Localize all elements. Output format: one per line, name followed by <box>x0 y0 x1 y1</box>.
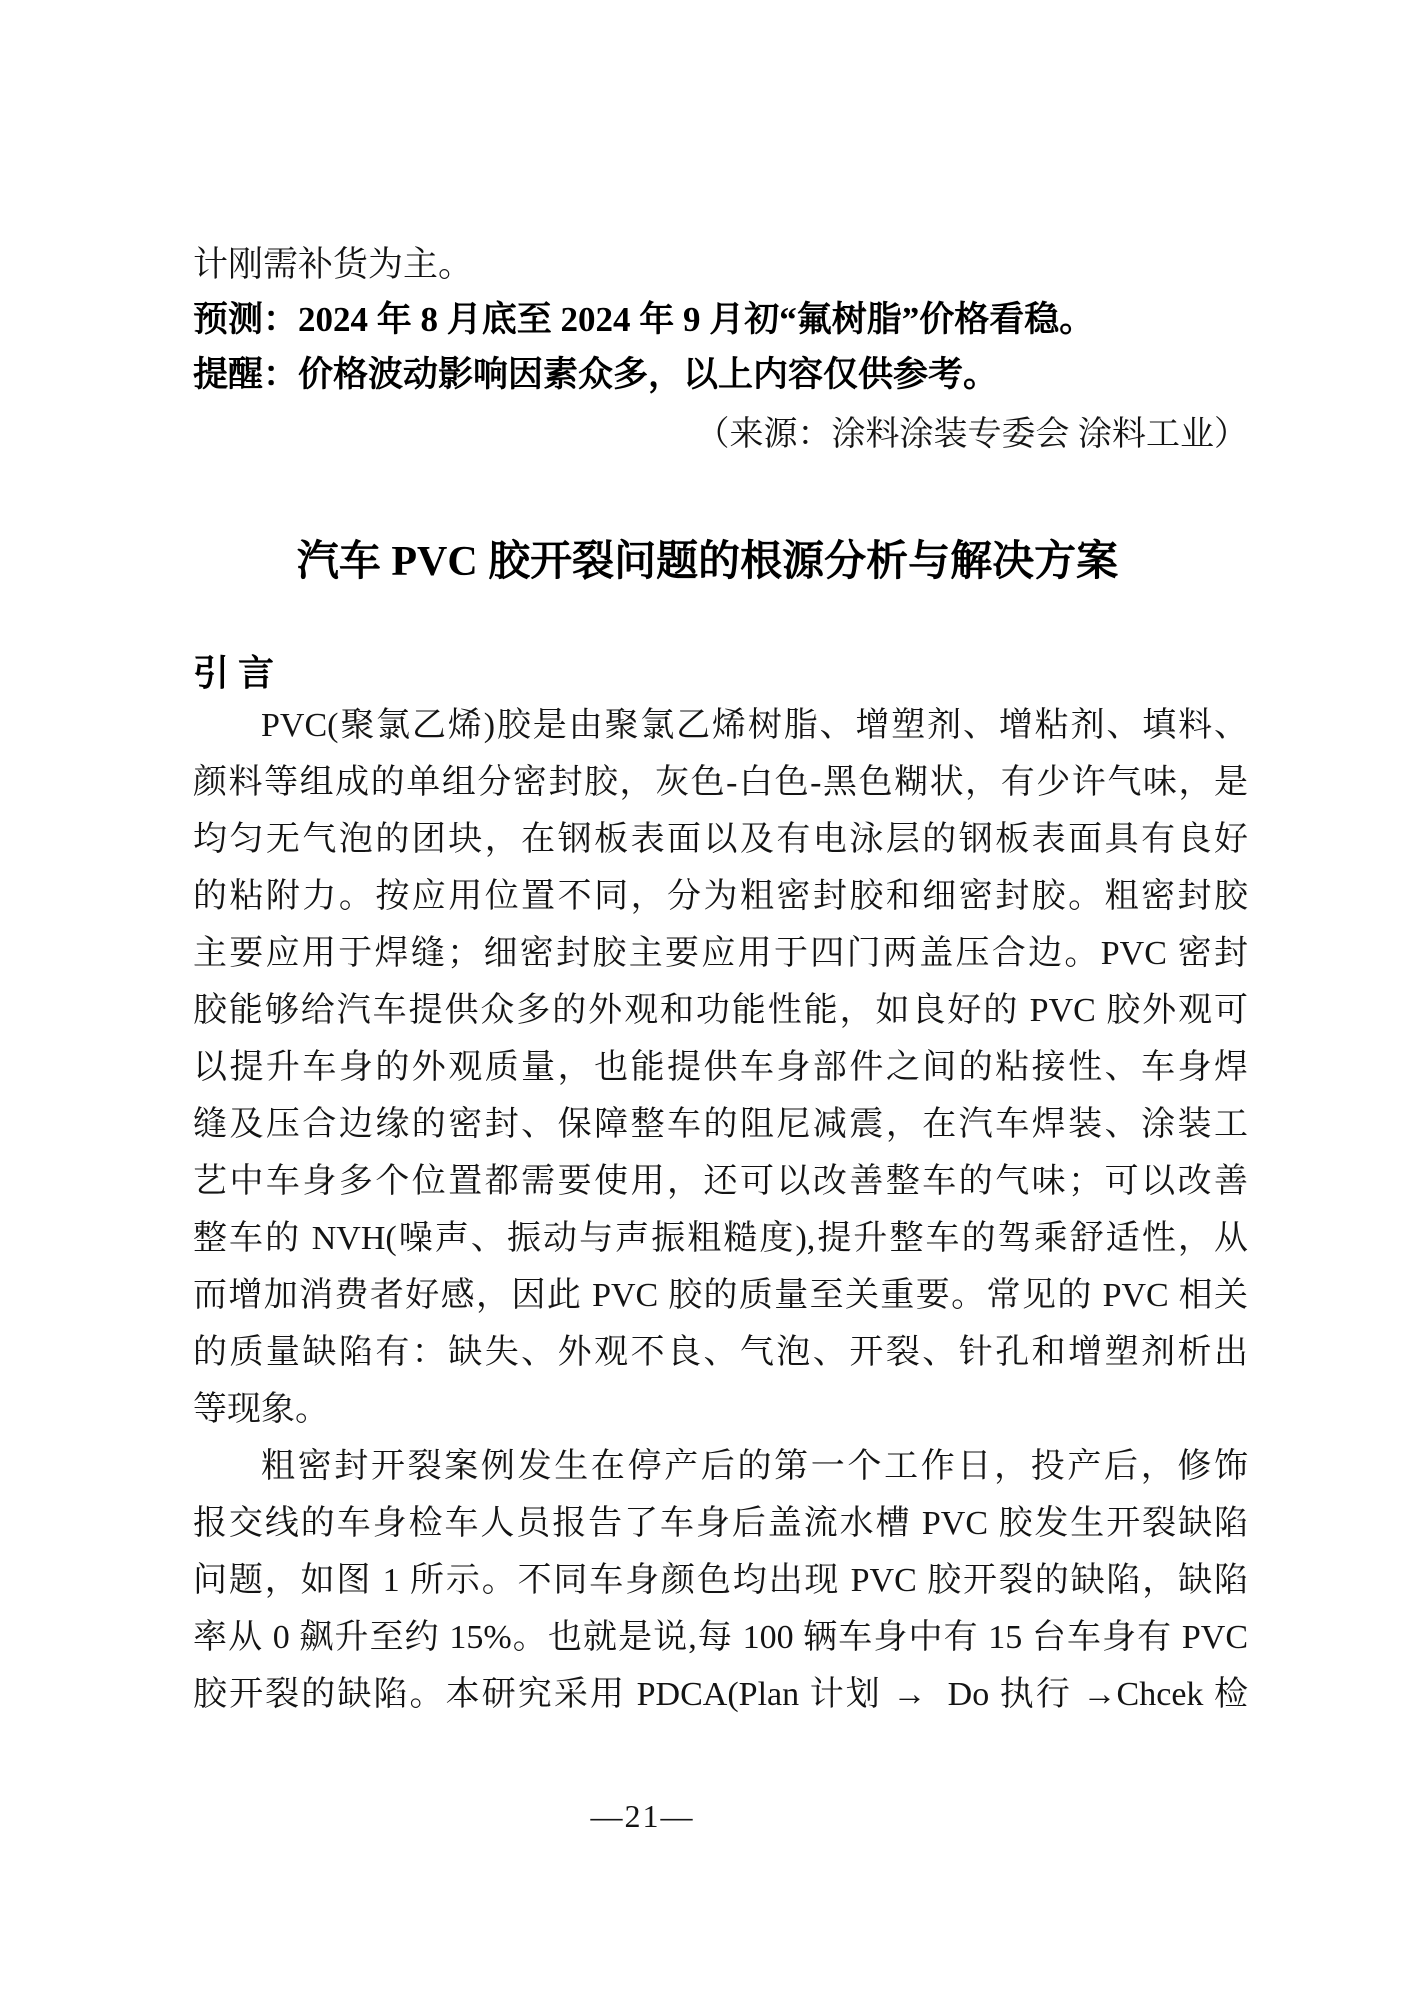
body-line: 艺中车身多个位置都需要使用，还可以改善整车的气味；可以改善 <box>193 1163 1248 1200</box>
section-heading-introduction: 引 言 <box>193 653 275 693</box>
body-line: 胶能够给汽车提供众多的外观和功能性能，如良好的 PVC 胶外观可 <box>193 992 1248 1029</box>
body-line: 等现象。 <box>193 1391 329 1428</box>
body-line: 问题，如图 1 所示。不同车身颜色均出现 PVC 胶开裂的缺陷，缺陷 <box>193 1562 1248 1599</box>
body-line: 缝及压合边缘的密封、保障整车的阻尼减震，在汽车焊装、涂装工 <box>193 1106 1248 1143</box>
body-line: 报交线的车身检车人员报告了车身后盖流水槽 PVC 胶发生开裂缺陷 <box>193 1505 1248 1542</box>
reminder-line: 提醒：价格波动影响因素众多，以上内容仅供参考。 <box>193 355 999 394</box>
body-line: 主要应用于焊缝；细密封胶主要应用于四门两盖压合边。PVC 密封 <box>193 935 1248 972</box>
article-title: 汽车 PVC 胶开裂问题的根源分析与解决方案 <box>296 539 1119 585</box>
paragraph-1 <box>193 697 1248 1438</box>
body-line: 胶开裂的缺陷。本研究采用 PDCA(Plan 计划 → Do 执行 →Chcek 检 <box>193 1676 1248 1713</box>
body-line: 均匀无气泡的团块，在钢板表面以及有电泳层的钢板表面具有良好 <box>193 821 1248 858</box>
body-line: 粗密封开裂案例发生在停产后的第一个工作日，投产后，修饰 <box>261 1448 1248 1485</box>
body-line: PVC(聚氯乙烯)胶是由聚氯乙烯树脂、增塑剂、增粘剂、填料、 <box>261 707 1248 744</box>
body-line: 而增加消费者好感，因此 PVC 胶的质量至关重要。常见的 PVC 相关 <box>193 1277 1248 1314</box>
market-note-section <box>193 237 1248 461</box>
market-note-tail-line: 计刚需补货为主。 <box>193 245 474 284</box>
paragraph-2 <box>193 1438 1248 1723</box>
body-line: 以提升车身的外观质量，也能提供车身部件之间的粘接性、车身焊 <box>193 1049 1248 1086</box>
body-line: 率从 0 飙升至约 15%。也就是说,每 100 辆车身中有 15 台车身有 PVC <box>193 1619 1248 1656</box>
page-number: —21— <box>590 1798 695 1834</box>
body-line: 的质量缺陷有：缺失、外观不良、气泡、开裂、针孔和增塑剂析出 <box>193 1334 1248 1371</box>
body-line: 颜料等组成的单组分密封胶，灰色-白色-黑色糊状，有少许气味，是 <box>193 764 1248 801</box>
source-attribution: （来源：涂料涂装专委会 涂料工业） <box>695 416 1248 453</box>
body-line: 整车的 NVH(噪声、振动与声振粗糙度),提升整车的驾乘舒适性，从 <box>193 1220 1248 1257</box>
body-line: 的粘附力。按应用位置不同，分为粗密封胶和细密封胶。粗密封胶 <box>193 878 1248 915</box>
forecast-line: 预测：2024 年 8 月底至 2024 年 9 月初“氟树脂”价格看稳。 <box>193 300 1095 339</box>
